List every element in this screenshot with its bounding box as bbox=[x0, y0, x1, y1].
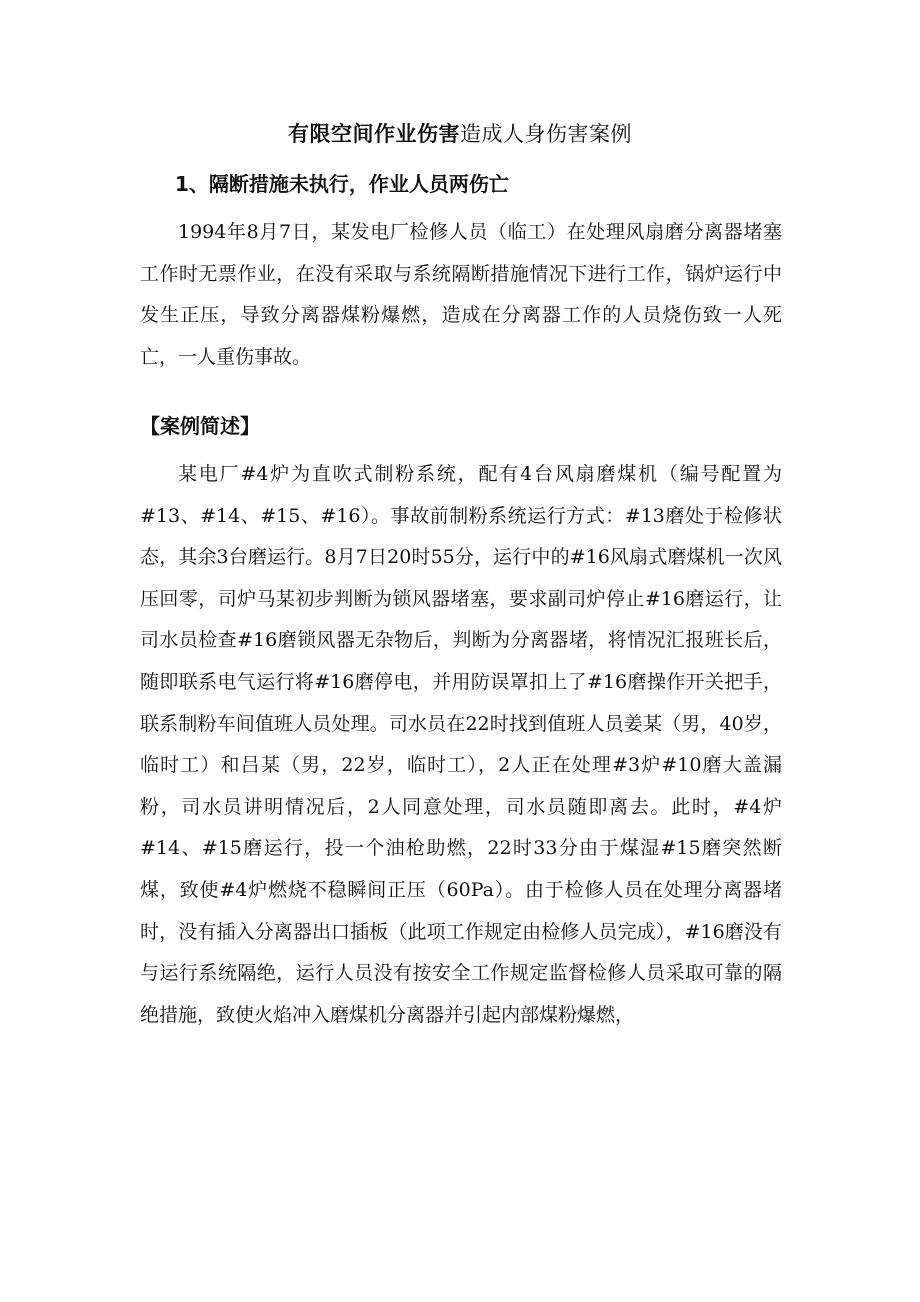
intro-paragraph: 1994年8月7日，某发电厂检修人员（临工）在处理风扇磨分离器堵塞工作时无票作业，在没有采取与系统隔断措施情况下进行工作，锅炉运行中发生正压，导致分离器煤粉爆燃，造成在分离器工作的人员烧伤致一人死亡，一人重伤事故。 bbox=[140, 221, 782, 368]
section-heading: 【案例简述】 bbox=[140, 414, 260, 438]
document-title bbox=[0, 118, 920, 150]
title-part-1: 有限空间作业伤害 bbox=[288, 122, 460, 146]
case-heading: 1、隔断措施未执行，作业人员两伤亡 bbox=[175, 172, 509, 196]
title-part-2: 造成人身伤害案例 bbox=[460, 122, 632, 146]
body-paragraph: 某电厂#4炉为直吹式制粉系统，配有4台风扇磨煤机（编号配置为#13、#14、#15、#16）。事故前制粉系统运行方式：#13磨处于检修状态，其余3台磨运行。8月7日20时55分，运行中的#16风扇式磨煤机一次风压回零，司炉马某初步判断为锁风器堵塞，要求副司炉停止#16磨运行，让司水员检查#16磨锁风器无杂物后，判断为分离器堵，将情况汇报班长后，随即联系电气运行将#16磨停电，并用防误罩扣上了#16磨操作开关把手，联系制粉车间值班人员处理。司水员在22时找到值班人员姜某（男，40岁，临时工）和吕某（男，22岁，临时工），2人正在处理#3炉#10磨大盖漏粉，司水员讲明情况后，2人同意处理，司水员随即离去。此时，#4炉#14、#15磨运行，投一个油枪助燃，22时33分由于煤湿#15磨突然断煤，致使#4炉燃烧不稳瞬间正压（60Pa）。由于检修人员在处理分离器堵时，没有插入分离器出口插板（此项工作规定由检修人员完成），#16磨没有与运行系统隔绝，运行人员没有按安全工作规定监督检修人员采取可靠的隔绝措施，致使火焰冲入磨煤机分离器并引起内部煤粉爆燃， bbox=[140, 463, 782, 1026]
